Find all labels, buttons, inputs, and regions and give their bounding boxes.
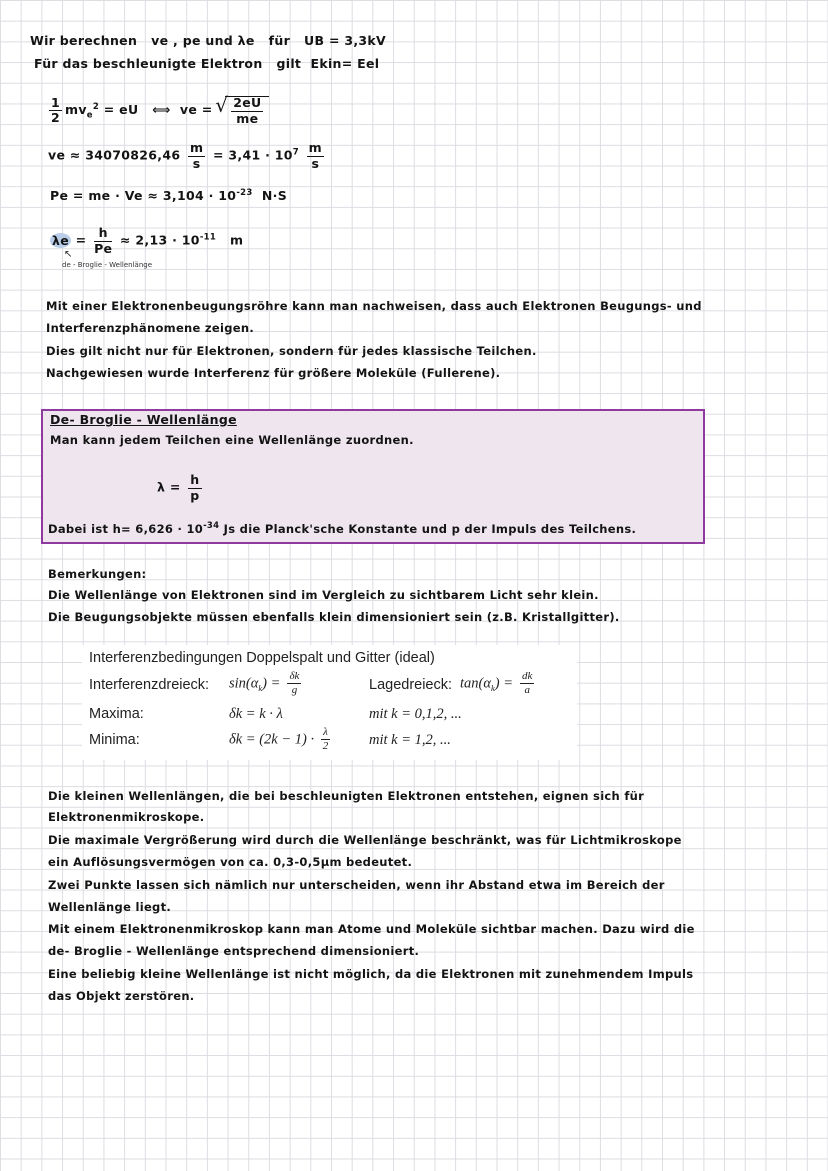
formula-subscript: k: [490, 683, 495, 694]
minima-condition: mit k = 1,2, ...: [369, 732, 451, 748]
lambda-numerator: h: [94, 227, 112, 242]
row-label: Interferenzdreieck:: [89, 677, 210, 693]
paragraph2-line: Die kleinen Wellenlängen, die bei beschleunigten Elektronen entstehen, eignen sich für: [48, 789, 645, 803]
formula-denominator: 2: [322, 740, 329, 752]
paragraph2-line: Zwei Punkte lassen sich nämlich nur unterscheiden, wenn ihr Abstand etwa im Bereich der: [48, 878, 665, 892]
momentum-unit: N·S: [261, 188, 288, 204]
paragraph1-line: Dies gilt nicht nur für Elektronen, sondern für jedes klassische Teilchen.: [46, 344, 537, 358]
formula-part: ) =: [262, 675, 281, 692]
formula-numerator: λ: [323, 726, 328, 738]
formula-denominator: p: [190, 487, 200, 503]
formula-part: sin(α: [229, 675, 259, 692]
momentum-value: Pe = me · Ve ≈ 3,104 · 10: [50, 188, 237, 204]
formula-part: ) =: [494, 675, 513, 692]
row1-formula2: [460, 671, 537, 696]
sqrt-denominator: me: [236, 110, 259, 126]
unit-denominator: s: [311, 155, 320, 171]
intro-energy: Ekin= Eel: [310, 56, 380, 71]
intro-line-1: [30, 33, 386, 48]
definition-formula: [157, 474, 205, 502]
row-label: Lagedreieck:: [369, 677, 453, 693]
planck-text: Js die Planck'sche Konstante und p der Impuls des Teilchens.: [223, 521, 637, 536]
lambda-symbol: λe: [52, 232, 69, 248]
paragraph1-line: Mit einer Elektronenbeugungsröhre kann man nachweisen, dass auch Elektronen Beugungs- und: [46, 299, 702, 313]
velocity-approx: = 3,41 · 10: [212, 147, 293, 163]
unit-denominator: s: [192, 155, 201, 171]
intro-text: gilt: [276, 56, 302, 71]
row1-formula: [229, 671, 304, 696]
formula-part: δk = (2k − 1) ·: [229, 731, 315, 748]
paragraph2-line: Eine beliebig kleine Wellenlänge ist nicht möglich, da die Elektronen mit zunehmendem Impuls: [48, 967, 694, 981]
paragraph2-line: de- Broglie - Wellenlänge entsprechend dimensioniert.: [48, 944, 420, 958]
paragraph2-line: das Objekt zerstören.: [48, 989, 195, 1003]
formula-numerator: dk: [522, 670, 533, 682]
energy-formula: $\frac{1}{2}$ $mv_e^2$ = eU ⟺ ve = √ $\frac{2eU}{me}$: [46, 96, 269, 125]
formula-lambda: λ =: [157, 479, 181, 495]
formula-part: tan(α: [460, 675, 491, 692]
remarks-line: Die Wellenlänge von Elektronen sind im Vergleich zu sichtbarem Licht sehr klein.: [48, 588, 599, 602]
paragraph1-line: Nachgewiesen wurde Interferenz für größere Moleküle (Fullerene).: [46, 366, 501, 380]
maxima-condition: mit k = 0,1,2, ...: [369, 706, 462, 722]
remarks-line: Die Beugungsobjekte müssen ebenfalls klein dimensioniert sein (z.B. Kristallgitter).: [48, 610, 620, 624]
planck-exponent: -34: [203, 521, 220, 531]
row-label: Maxima:: [89, 706, 144, 722]
momentum-line: [50, 188, 287, 203]
intro-text: Für das beschleunigte Elektron: [34, 56, 263, 71]
momentum-exponent: -23: [236, 188, 253, 198]
broglie-annotation: de - Broglie - Wellenlänge: [62, 261, 153, 269]
intro-voltage: UB = 3,3kV: [304, 33, 387, 48]
definition-planck-line: [48, 521, 636, 536]
paragraph2-line: Wellenlänge liegt.: [48, 900, 172, 914]
formula-subscript: k: [258, 683, 263, 694]
wavelength-exponent: -11: [199, 232, 217, 243]
planck-text: Dabei ist h= 6,626 · 10: [48, 521, 204, 536]
formula-numerator: h: [190, 472, 200, 487]
velocity-label: ve =: [179, 102, 213, 117]
intro-variables: ve , pe und λe: [151, 33, 255, 48]
paragraph2-line: Die maximale Vergrößerung wird durch die Wellenlänge beschränkt, was für Lichtmikroskope: [48, 833, 682, 847]
intro-line-2: [34, 56, 379, 71]
arrow-up-icon: ↖: [64, 249, 73, 260]
paragraph2-line: Elektronenmikroskope.: [48, 810, 205, 824]
lambda-denominator: Pe: [94, 240, 113, 256]
wavelength-line: λe = $\frac{h}{Pe}$ ≈ $2,13 \cdot 10^{-11}$ m: [52, 225, 244, 256]
equivalence-arrow: ⟺: [152, 102, 171, 117]
formula-numerator: δk: [289, 670, 300, 682]
formula-denominator: g: [291, 684, 298, 696]
sqrt-numerator: √ 2eU: [233, 95, 262, 110]
wavelength-unit: m: [230, 232, 244, 248]
energy-term: mv: [65, 102, 87, 117]
velocity-value: ve ≈ 34070826,46: [48, 147, 181, 163]
intro-text: Wir berechnen: [30, 33, 138, 48]
definition-title: De- Broglie - Wellenlänge: [50, 412, 237, 427]
paragraph1-line: Interferenzphänomene zeigen.: [46, 321, 255, 335]
velocity-exponent: 7: [292, 147, 300, 158]
row-label: Minima:: [89, 732, 140, 748]
intro-text-for: für: [268, 33, 291, 48]
energy-equals: = eU: [103, 102, 139, 117]
minima-formula: [229, 727, 333, 752]
maxima-formula: δk = k · λ: [229, 706, 283, 722]
unit-numerator: m: [189, 140, 204, 155]
definition-line: Man kann jedem Teilchen eine Wellenlänge zuordnen.: [50, 433, 414, 447]
remarks-title: Bemerkungen:: [48, 567, 147, 581]
velocity-value-line: [48, 142, 327, 170]
wavelength-value: ≈ 2,13 · 10: [119, 232, 200, 248]
formula-denominator: a: [524, 684, 530, 696]
paragraph2-line: ein Auflösungsvermögen von ca. 0,3-0,5μm bedeutet.: [48, 855, 413, 869]
sqrt-expression: [225, 96, 269, 125]
table-title: Interferenzbedingungen Doppelspalt und Gitter (ideal): [89, 650, 435, 666]
unit-numerator: m: [308, 140, 322, 155]
paragraph2-line: Mit einem Elektronenmikroskop kann man Atome und Moleküle sichtbar machen. Dazu wird die: [48, 922, 695, 936]
